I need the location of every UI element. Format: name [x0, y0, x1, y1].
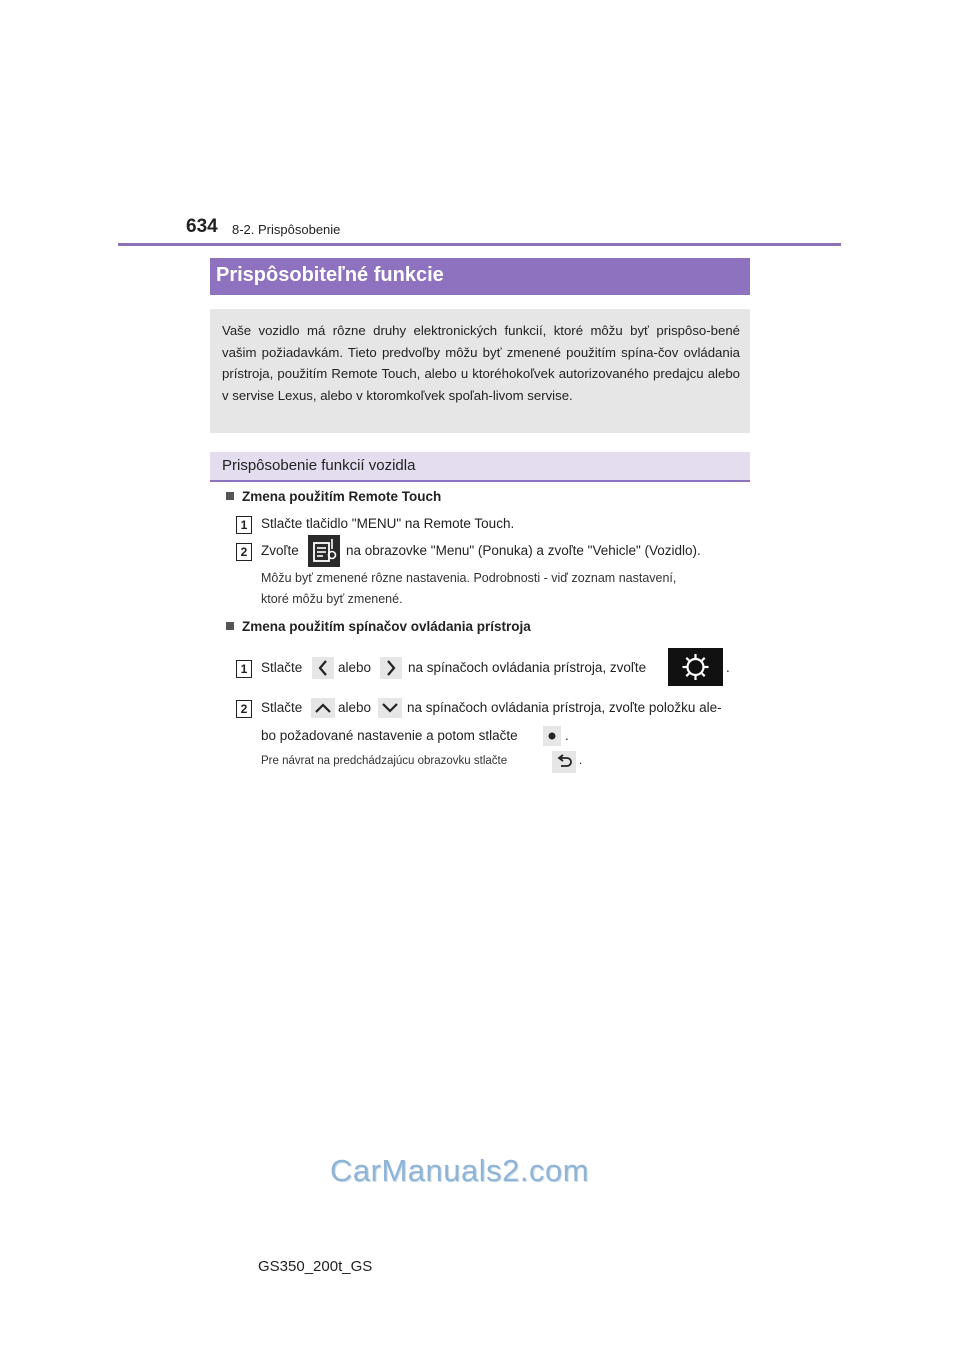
step-text: na obrazovke "Menu" (Ponuka) a zvoľte "Vehicle" (Vozidlo).	[346, 543, 701, 558]
remote-touch-heading: Zmena použitím Remote Touch	[226, 489, 441, 504]
enter-dot-icon	[543, 726, 561, 746]
step-text: .	[726, 660, 730, 675]
step-text: na spínačoch ovládania prístroja, zvoľte	[408, 660, 647, 675]
subsection-title: Prispôsobenie funkcií vozidla	[222, 457, 416, 474]
note-text: ktoré môžu byť zmenené.	[261, 592, 403, 606]
intro-box	[210, 309, 750, 433]
footer-model: GS350_200t_GS	[258, 1258, 373, 1275]
step-text: alebo	[338, 700, 372, 715]
note-text: .	[579, 755, 583, 767]
bullet-square-icon	[226, 492, 234, 500]
back-arrow-icon	[552, 751, 576, 773]
step-number: 2	[236, 543, 252, 561]
section-label: 8-2. Prispôsobenie	[232, 222, 341, 237]
vehicle-settings-icon	[308, 535, 340, 567]
chevron-up-icon	[311, 698, 335, 718]
bullet-square-icon	[226, 622, 234, 630]
step-text: Stlačte tlačidlo "MENU" na Remote Touch.	[261, 516, 515, 531]
watermark: CarManuals2.com	[330, 1153, 590, 1188]
chevron-down-icon	[378, 698, 402, 718]
step-text: Stlačte	[261, 660, 303, 675]
page-title: Prispôsobiteľné funkcie	[216, 264, 444, 286]
title-bar	[210, 258, 750, 295]
step-text: Zvoľte	[261, 543, 299, 558]
step-number: 1	[236, 516, 252, 534]
intro-text: Vaše vozidlo má rôzne druhy elektronických funkcií, ktoré môžu byť prispôso-bené vašim požiadavkám. Tieto predvoľby môžu byť zmenené použitím spína-čov ovládania prístroja, použitím Remote Touch, alebo u ktoréhokoľvek autorizovaného predajcu alebo v servise Lexus, alebo v ktoromkoľvek spoľah-livom servise.	[222, 323, 740, 403]
note-text: Pre návrat na predchádzajúcu obrazovku stlačte	[261, 755, 508, 767]
step-number: 2	[236, 700, 252, 718]
step-text: .	[565, 728, 569, 743]
chevron-right-icon	[380, 657, 402, 679]
note-text: Môžu byť zmenené rôzne nastavenia. Podrobnosti - viď zoznam nastavení,	[261, 571, 677, 585]
step-text: alebo	[338, 660, 372, 675]
chevron-left-icon	[312, 657, 334, 679]
gear-icon	[668, 648, 723, 686]
step-text: bo požadované nastavenie a potom stlačte	[261, 728, 518, 743]
page-number: 634	[186, 216, 218, 237]
subsection-bar	[210, 452, 750, 482]
header-rule	[118, 243, 841, 246]
step-text: na spínačoch ovládania prístroja, zvoľte položku ale-	[407, 700, 722, 715]
meter-switches-heading: Zmena použitím spínačov ovládania prístroja	[226, 619, 531, 634]
step-number: 1	[236, 660, 252, 678]
step-text: Stlačte	[261, 700, 303, 715]
